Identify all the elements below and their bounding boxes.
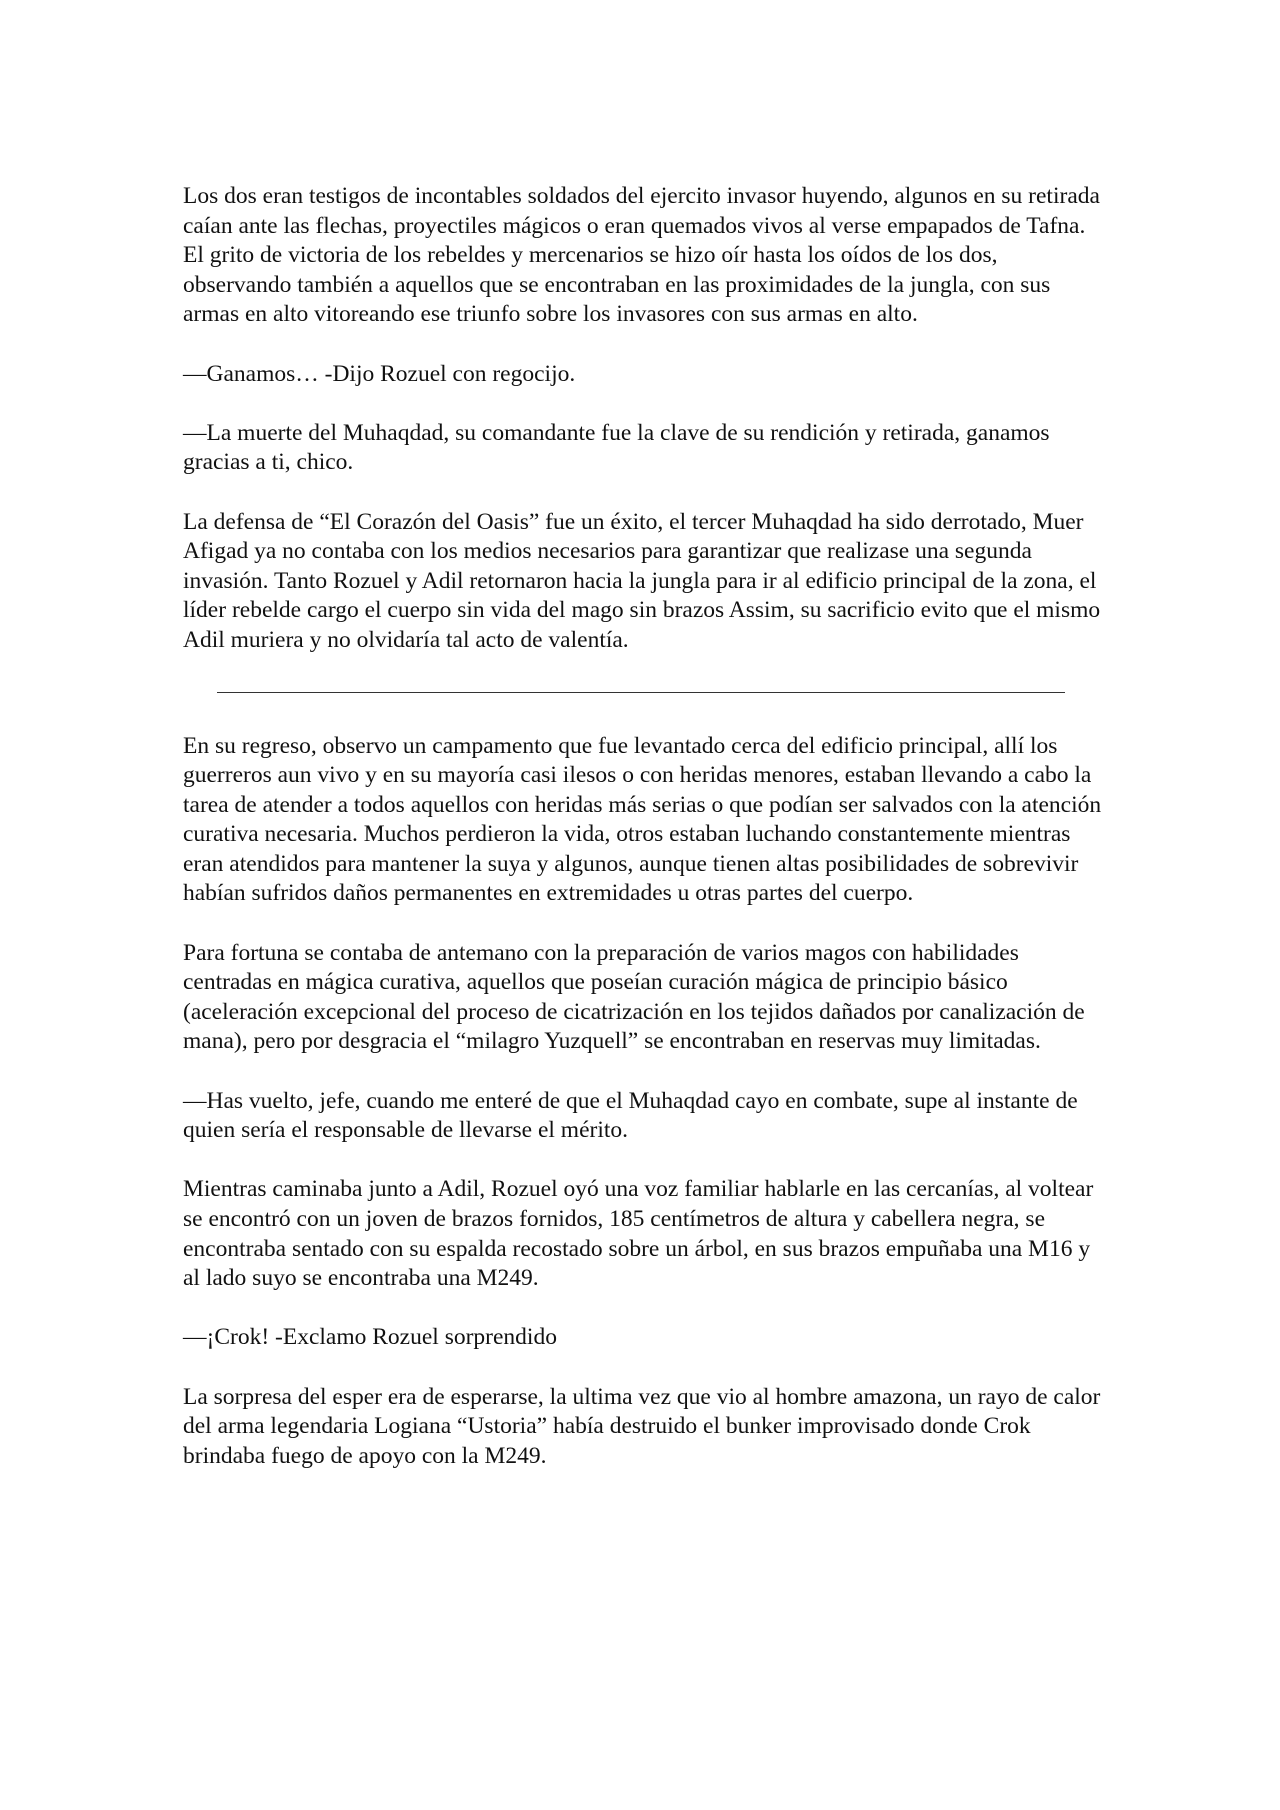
section-divider xyxy=(183,656,1103,732)
paragraph: Mientras caminaba junto a Adil, Rozuel oyó una voz familiar hablarle en las cercanías, al voltear se encontró con un joven de brazos fornidos, 185 centímetros de altura y cabellera negra, se encontraba sentado con su espalda recostado sobre un árbol, en sus brazos empuñaba una M16 y al lado suyo se encontraba una M249. xyxy=(183,1176,1094,1292)
paragraph: La defensa de “El Corazón del Oasis” fue un éxito, el tercer Muhaqdad ha sido derrotado, Muer Afigad ya no contaba con los medios necesarios para garantizar que realizase una segunda invasión. Tanto Rozuel y Adil retornaron hacia la jungla para ir al edificio principal de la zona, el líder rebelde cargo el cuerpo sin vida del mago sin brazos Assim, su sacrificio evito que el mismo Adil muriera y no olvidaría tal acto de valentía. xyxy=(183,508,1101,653)
paragraph: Para fortuna se contaba de antemano con la preparación de varios magos con habilidades centradas en mágica curativa, aquellos que poseían curación mágica de principio básico (aceleración excepcional del proceso de cicatrización en los tejidos dañados por canalización de mana), pero por desgracia el “milagro Yuzquell” se encontraban en reservas muy limitadas. xyxy=(183,939,1085,1055)
paragraph: La sorpresa del esper era de esperarse, la ultima vez que vio al hombre amazona, un rayo de calor del arma legendaria Logiana “Ustoria” había destruido el bunker improvisado donde Crok brindaba fuego de apoyo con la M249. xyxy=(183,1383,1101,1469)
paragraph: Los dos eran testigos de incontables soldados del ejercito invasor huyendo, algunos en su retirada caían ante las flechas, proyectiles mágicos o eran quemados vivos al verse empapados de Tafna. El grito de victoria de los rebeldes y mercenarios se hizo oír hasta los oídos de los dos, observando también a aquellos que se encontraban en las proximidades de la jungla, con sus armas en alto vitoreando ese triunfo sobre los invasores con sus armas en alto. xyxy=(183,183,1100,328)
paragraph: En su regreso, observo un campamento que fue levantado cerca del edificio principal, allí los guerreros aun vivo y en su mayoría casi ilesos o con heridas menores, estaban llevando a cabo la tarea de atender a todos aquellos con heridas más serias o que podían ser salvados con la atención curativa necesaria. Muchos perdieron la vida, otros estaban luchando constantemente mientras eran atendidos para mantener la suya y algunos, aunque tienen altas posibilidades de sobrevivir habían sufridos daños permanentes en extremidades u otras partes del cuerpo. xyxy=(183,732,1102,907)
horizontal-rule xyxy=(217,692,1065,693)
dialogue-line: —La muerte del Muhaqdad, su comandante fue la clave de su rendición y retirada, ganamos gracias a ti, chico. xyxy=(183,419,1050,476)
document-page xyxy=(183,182,1103,1471)
dialogue-line: —Has vuelto, jefe, cuando me enteré de que el Muhaqdad cayo en combate, supe al instante de quien sería el responsable de llevarse el mérito. xyxy=(183,1087,1078,1144)
dialogue-line: —¡Crok! -Exclamo Rozuel sorprendido xyxy=(183,1324,557,1351)
dialogue-line: —Ganamos… -Dijo Rozuel con regocijo. xyxy=(183,360,576,387)
